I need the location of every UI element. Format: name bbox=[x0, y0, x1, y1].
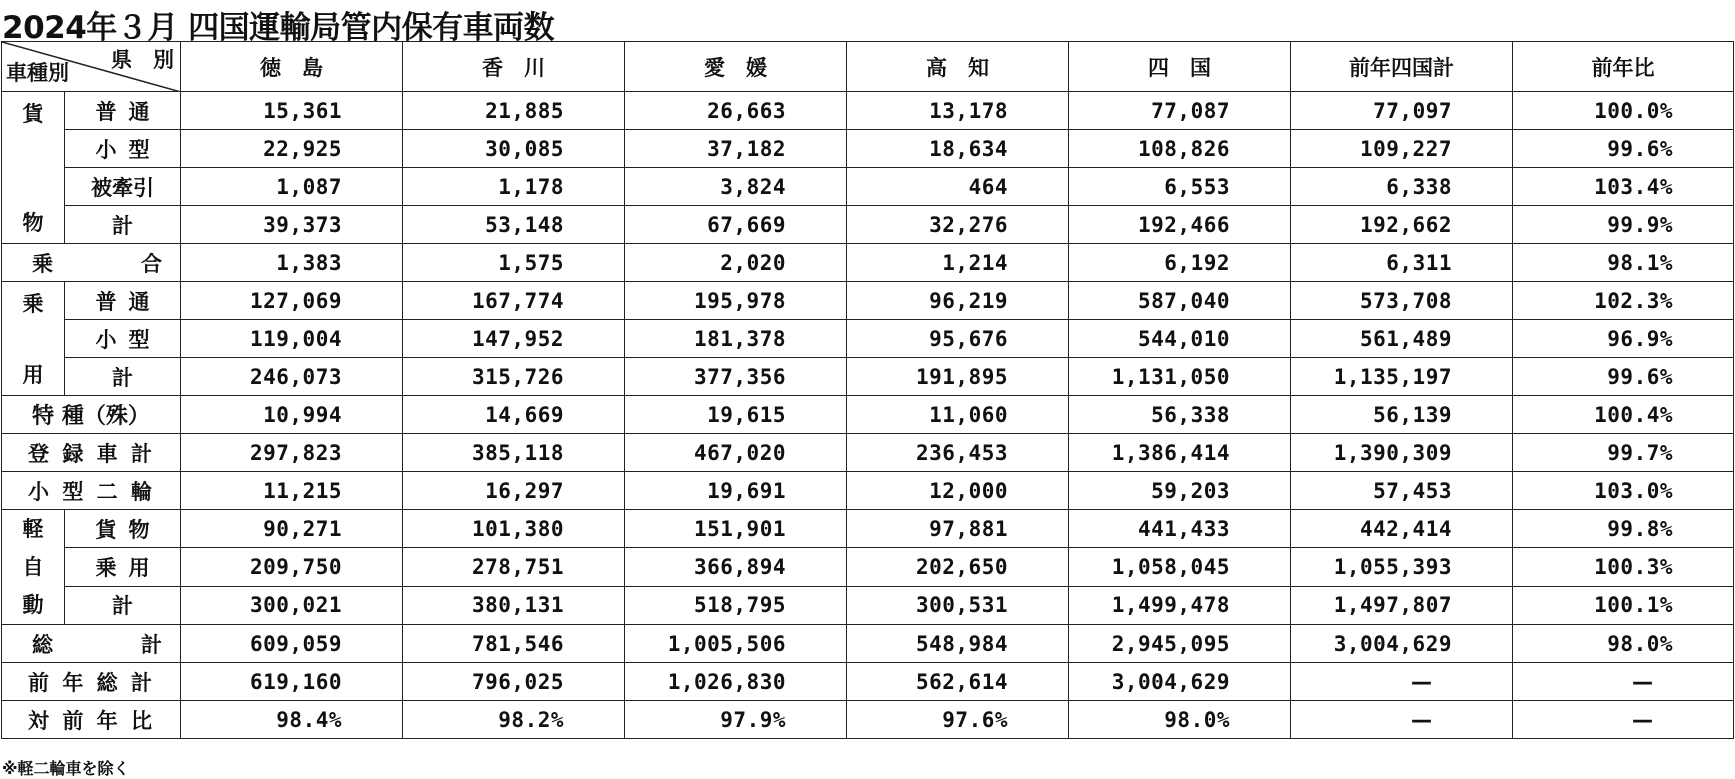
value-cell: 77,097 bbox=[1291, 92, 1513, 130]
table-row bbox=[2, 701, 1734, 739]
value-cell: 127,069 bbox=[181, 282, 403, 320]
value-cell: 56,139 bbox=[1291, 396, 1513, 434]
value-cell: 147,952 bbox=[403, 320, 625, 358]
table-row bbox=[2, 130, 1734, 168]
value-cell: 102.3% bbox=[1513, 282, 1734, 320]
table-row bbox=[2, 320, 1734, 358]
value-cell: — bbox=[1291, 663, 1513, 701]
value-cell: 18,634 bbox=[847, 130, 1069, 168]
value-cell: 99.8% bbox=[1513, 510, 1734, 548]
footnote: ※軽二輪車を除く bbox=[2, 759, 130, 778]
column-header: 四 国 bbox=[1069, 42, 1291, 92]
column-header: 前年比 bbox=[1513, 42, 1734, 92]
column-header: 前年四国計 bbox=[1291, 42, 1513, 92]
value-cell: 100.4% bbox=[1513, 396, 1734, 434]
value-cell: 101,380 bbox=[403, 510, 625, 548]
value-cell: 13,178 bbox=[847, 92, 1069, 130]
value-cell: 191,895 bbox=[847, 358, 1069, 396]
value-cell: 1,058,045 bbox=[1069, 548, 1291, 586]
value-cell: 548,984 bbox=[847, 625, 1069, 663]
column-header: 徳 島 bbox=[181, 42, 403, 92]
row-label: 総計 bbox=[2, 625, 181, 663]
table-row bbox=[2, 663, 1734, 701]
table-row bbox=[2, 244, 1734, 282]
value-cell: 26,663 bbox=[625, 92, 847, 130]
value-cell: 562,614 bbox=[847, 663, 1069, 701]
table-row bbox=[2, 510, 1734, 548]
value-cell: 67,669 bbox=[625, 206, 847, 244]
group-label: 貨 bbox=[22, 102, 44, 126]
value-cell: 366,894 bbox=[625, 548, 847, 586]
value-cell: 119,004 bbox=[181, 320, 403, 358]
value-cell: 544,010 bbox=[1069, 320, 1291, 358]
value-cell: 300,021 bbox=[181, 586, 403, 624]
value-cell: 16,297 bbox=[403, 472, 625, 510]
value-cell: 587,040 bbox=[1069, 282, 1291, 320]
value-cell: 1,386,414 bbox=[1069, 434, 1291, 472]
value-cell: 278,751 bbox=[403, 548, 625, 586]
group-joyo bbox=[2, 282, 65, 396]
value-cell: 192,662 bbox=[1291, 206, 1513, 244]
row-label: 小型 bbox=[65, 320, 181, 358]
value-cell: 39,373 bbox=[181, 206, 403, 244]
value-cell: 1,005,506 bbox=[625, 625, 847, 663]
value-cell: 1,383 bbox=[181, 244, 403, 282]
value-cell: 97.6% bbox=[847, 701, 1069, 739]
group-kamotsu bbox=[2, 92, 65, 244]
value-cell: 297,823 bbox=[181, 434, 403, 472]
vehicle-count-table bbox=[1, 41, 1734, 739]
header-row bbox=[2, 42, 1734, 92]
value-cell: 56,338 bbox=[1069, 396, 1291, 434]
table-row bbox=[2, 548, 1734, 586]
value-cell: 561,489 bbox=[1291, 320, 1513, 358]
value-cell: 1,026,830 bbox=[625, 663, 847, 701]
value-cell: 59,203 bbox=[1069, 472, 1291, 510]
value-cell: 1,055,393 bbox=[1291, 548, 1513, 586]
value-cell: 11,060 bbox=[847, 396, 1069, 434]
value-cell: 202,650 bbox=[847, 548, 1069, 586]
value-cell: 246,073 bbox=[181, 358, 403, 396]
table-row bbox=[2, 92, 1734, 130]
value-cell: 37,182 bbox=[625, 130, 847, 168]
value-cell: 96.9% bbox=[1513, 320, 1734, 358]
row-label: 前年総計 bbox=[2, 663, 181, 701]
row-label: 小型 bbox=[65, 130, 181, 168]
value-cell: 22,925 bbox=[181, 130, 403, 168]
row-label: 被牽引 bbox=[65, 168, 181, 206]
corner-cell bbox=[2, 42, 181, 92]
row-label: 貨物 bbox=[65, 510, 181, 548]
value-cell: 1,499,478 bbox=[1069, 586, 1291, 624]
table-row bbox=[2, 358, 1734, 396]
corner-bottom-label: 車種別 bbox=[6, 61, 69, 85]
table-row bbox=[2, 434, 1734, 472]
value-cell: 1,214 bbox=[847, 244, 1069, 282]
row-label: 計 bbox=[65, 586, 181, 624]
value-cell: 315,726 bbox=[403, 358, 625, 396]
value-cell: 1,131,050 bbox=[1069, 358, 1291, 396]
value-cell: 300,531 bbox=[847, 586, 1069, 624]
value-cell: 100.3% bbox=[1513, 548, 1734, 586]
table-row bbox=[2, 396, 1734, 434]
value-cell: 2,945,095 bbox=[1069, 625, 1291, 663]
value-cell: 377,356 bbox=[625, 358, 847, 396]
table-row bbox=[2, 586, 1734, 624]
value-cell: — bbox=[1291, 701, 1513, 739]
value-cell: — bbox=[1513, 701, 1734, 739]
value-cell: 1,087 bbox=[181, 168, 403, 206]
value-cell: 100.0% bbox=[1513, 92, 1734, 130]
value-cell: 108,826 bbox=[1069, 130, 1291, 168]
table-row bbox=[2, 168, 1734, 206]
value-cell: 98.1% bbox=[1513, 244, 1734, 282]
corner-top-label: 県 別 bbox=[111, 48, 174, 72]
value-cell: 195,978 bbox=[625, 282, 847, 320]
value-cell: 2,020 bbox=[625, 244, 847, 282]
value-cell: 97.9% bbox=[625, 701, 847, 739]
value-cell: 98.0% bbox=[1069, 701, 1291, 739]
value-cell: 99.6% bbox=[1513, 358, 1734, 396]
value-cell: 3,004,629 bbox=[1291, 625, 1513, 663]
row-label: 対前年比 bbox=[2, 701, 181, 739]
value-cell: 30,085 bbox=[403, 130, 625, 168]
value-cell: 573,708 bbox=[1291, 282, 1513, 320]
value-cell: 99.7% bbox=[1513, 434, 1734, 472]
value-cell: 1,178 bbox=[403, 168, 625, 206]
value-cell: 12,000 bbox=[847, 472, 1069, 510]
value-cell: 464 bbox=[847, 168, 1069, 206]
value-cell: 96,219 bbox=[847, 282, 1069, 320]
value-cell: 77,087 bbox=[1069, 92, 1291, 130]
value-cell: 32,276 bbox=[847, 206, 1069, 244]
column-header: 香 川 bbox=[403, 42, 625, 92]
value-cell: 3,824 bbox=[625, 168, 847, 206]
value-cell: 95,676 bbox=[847, 320, 1069, 358]
value-cell: 11,215 bbox=[181, 472, 403, 510]
value-cell: 98.0% bbox=[1513, 625, 1734, 663]
value-cell: 467,020 bbox=[625, 434, 847, 472]
value-cell: 98.4% bbox=[181, 701, 403, 739]
value-cell: 99.9% bbox=[1513, 206, 1734, 244]
row-label: 乗合 bbox=[2, 244, 181, 282]
value-cell: 100.1% bbox=[1513, 586, 1734, 624]
group-kei bbox=[2, 510, 65, 625]
value-cell: 6,338 bbox=[1291, 168, 1513, 206]
row-label: 登録車計 bbox=[2, 434, 181, 472]
row-label: 普通 bbox=[65, 282, 181, 320]
column-header: 高 知 bbox=[847, 42, 1069, 92]
value-cell: 181,378 bbox=[625, 320, 847, 358]
value-cell: 6,553 bbox=[1069, 168, 1291, 206]
value-cell: 103.0% bbox=[1513, 472, 1734, 510]
value-cell: 90,271 bbox=[181, 510, 403, 548]
value-cell: 380,131 bbox=[403, 586, 625, 624]
value-cell: 99.6% bbox=[1513, 130, 1734, 168]
table-row bbox=[2, 472, 1734, 510]
value-cell: 97,881 bbox=[847, 510, 1069, 548]
value-cell: 103.4% bbox=[1513, 168, 1734, 206]
value-cell: 98.2% bbox=[403, 701, 625, 739]
value-cell: 236,453 bbox=[847, 434, 1069, 472]
value-cell: 53,148 bbox=[403, 206, 625, 244]
value-cell: 1,390,309 bbox=[1291, 434, 1513, 472]
value-cell: 781,546 bbox=[403, 625, 625, 663]
value-cell: 209,750 bbox=[181, 548, 403, 586]
value-cell: 192,466 bbox=[1069, 206, 1291, 244]
row-label: 計 bbox=[65, 206, 181, 244]
table-row bbox=[2, 625, 1734, 663]
table-row bbox=[2, 206, 1734, 244]
value-cell: 10,994 bbox=[181, 396, 403, 434]
value-cell: 151,901 bbox=[625, 510, 847, 548]
group-label: 軽 bbox=[22, 517, 44, 541]
value-cell: 1,135,197 bbox=[1291, 358, 1513, 396]
value-cell: 518,795 bbox=[625, 586, 847, 624]
row-label: 計 bbox=[65, 358, 181, 396]
value-cell: 1,575 bbox=[403, 244, 625, 282]
group-label: 用 bbox=[22, 363, 44, 387]
group-label: 自 bbox=[22, 555, 44, 579]
value-cell: 619,160 bbox=[181, 663, 403, 701]
row-label: 特 種（殊） bbox=[2, 396, 181, 434]
value-cell: 3,004,629 bbox=[1069, 663, 1291, 701]
table-row bbox=[2, 282, 1734, 320]
row-label: 乗用 bbox=[65, 548, 181, 586]
row-label: 普通 bbox=[65, 92, 181, 130]
value-cell: 385,118 bbox=[403, 434, 625, 472]
value-cell: 6,311 bbox=[1291, 244, 1513, 282]
value-cell: 19,615 bbox=[625, 396, 847, 434]
row-label: 小型二輪 bbox=[2, 472, 181, 510]
value-cell: 441,433 bbox=[1069, 510, 1291, 548]
value-cell: 442,414 bbox=[1291, 510, 1513, 548]
page-title: 2024年３月 四国運輸局管内保有車両数 bbox=[2, 10, 555, 46]
value-cell: 796,025 bbox=[403, 663, 625, 701]
column-header: 愛 媛 bbox=[625, 42, 847, 92]
value-cell: 19,691 bbox=[625, 472, 847, 510]
group-label: 物 bbox=[22, 211, 44, 235]
value-cell: 21,885 bbox=[403, 92, 625, 130]
value-cell: 6,192 bbox=[1069, 244, 1291, 282]
group-label: 乗 bbox=[22, 292, 44, 316]
value-cell: 109,227 bbox=[1291, 130, 1513, 168]
value-cell: 167,774 bbox=[403, 282, 625, 320]
value-cell: 57,453 bbox=[1291, 472, 1513, 510]
value-cell: 15,361 bbox=[181, 92, 403, 130]
value-cell: 14,669 bbox=[403, 396, 625, 434]
value-cell: 609,059 bbox=[181, 625, 403, 663]
value-cell: — bbox=[1513, 663, 1734, 701]
value-cell: 1,497,807 bbox=[1291, 586, 1513, 624]
group-label: 動 bbox=[22, 593, 44, 617]
